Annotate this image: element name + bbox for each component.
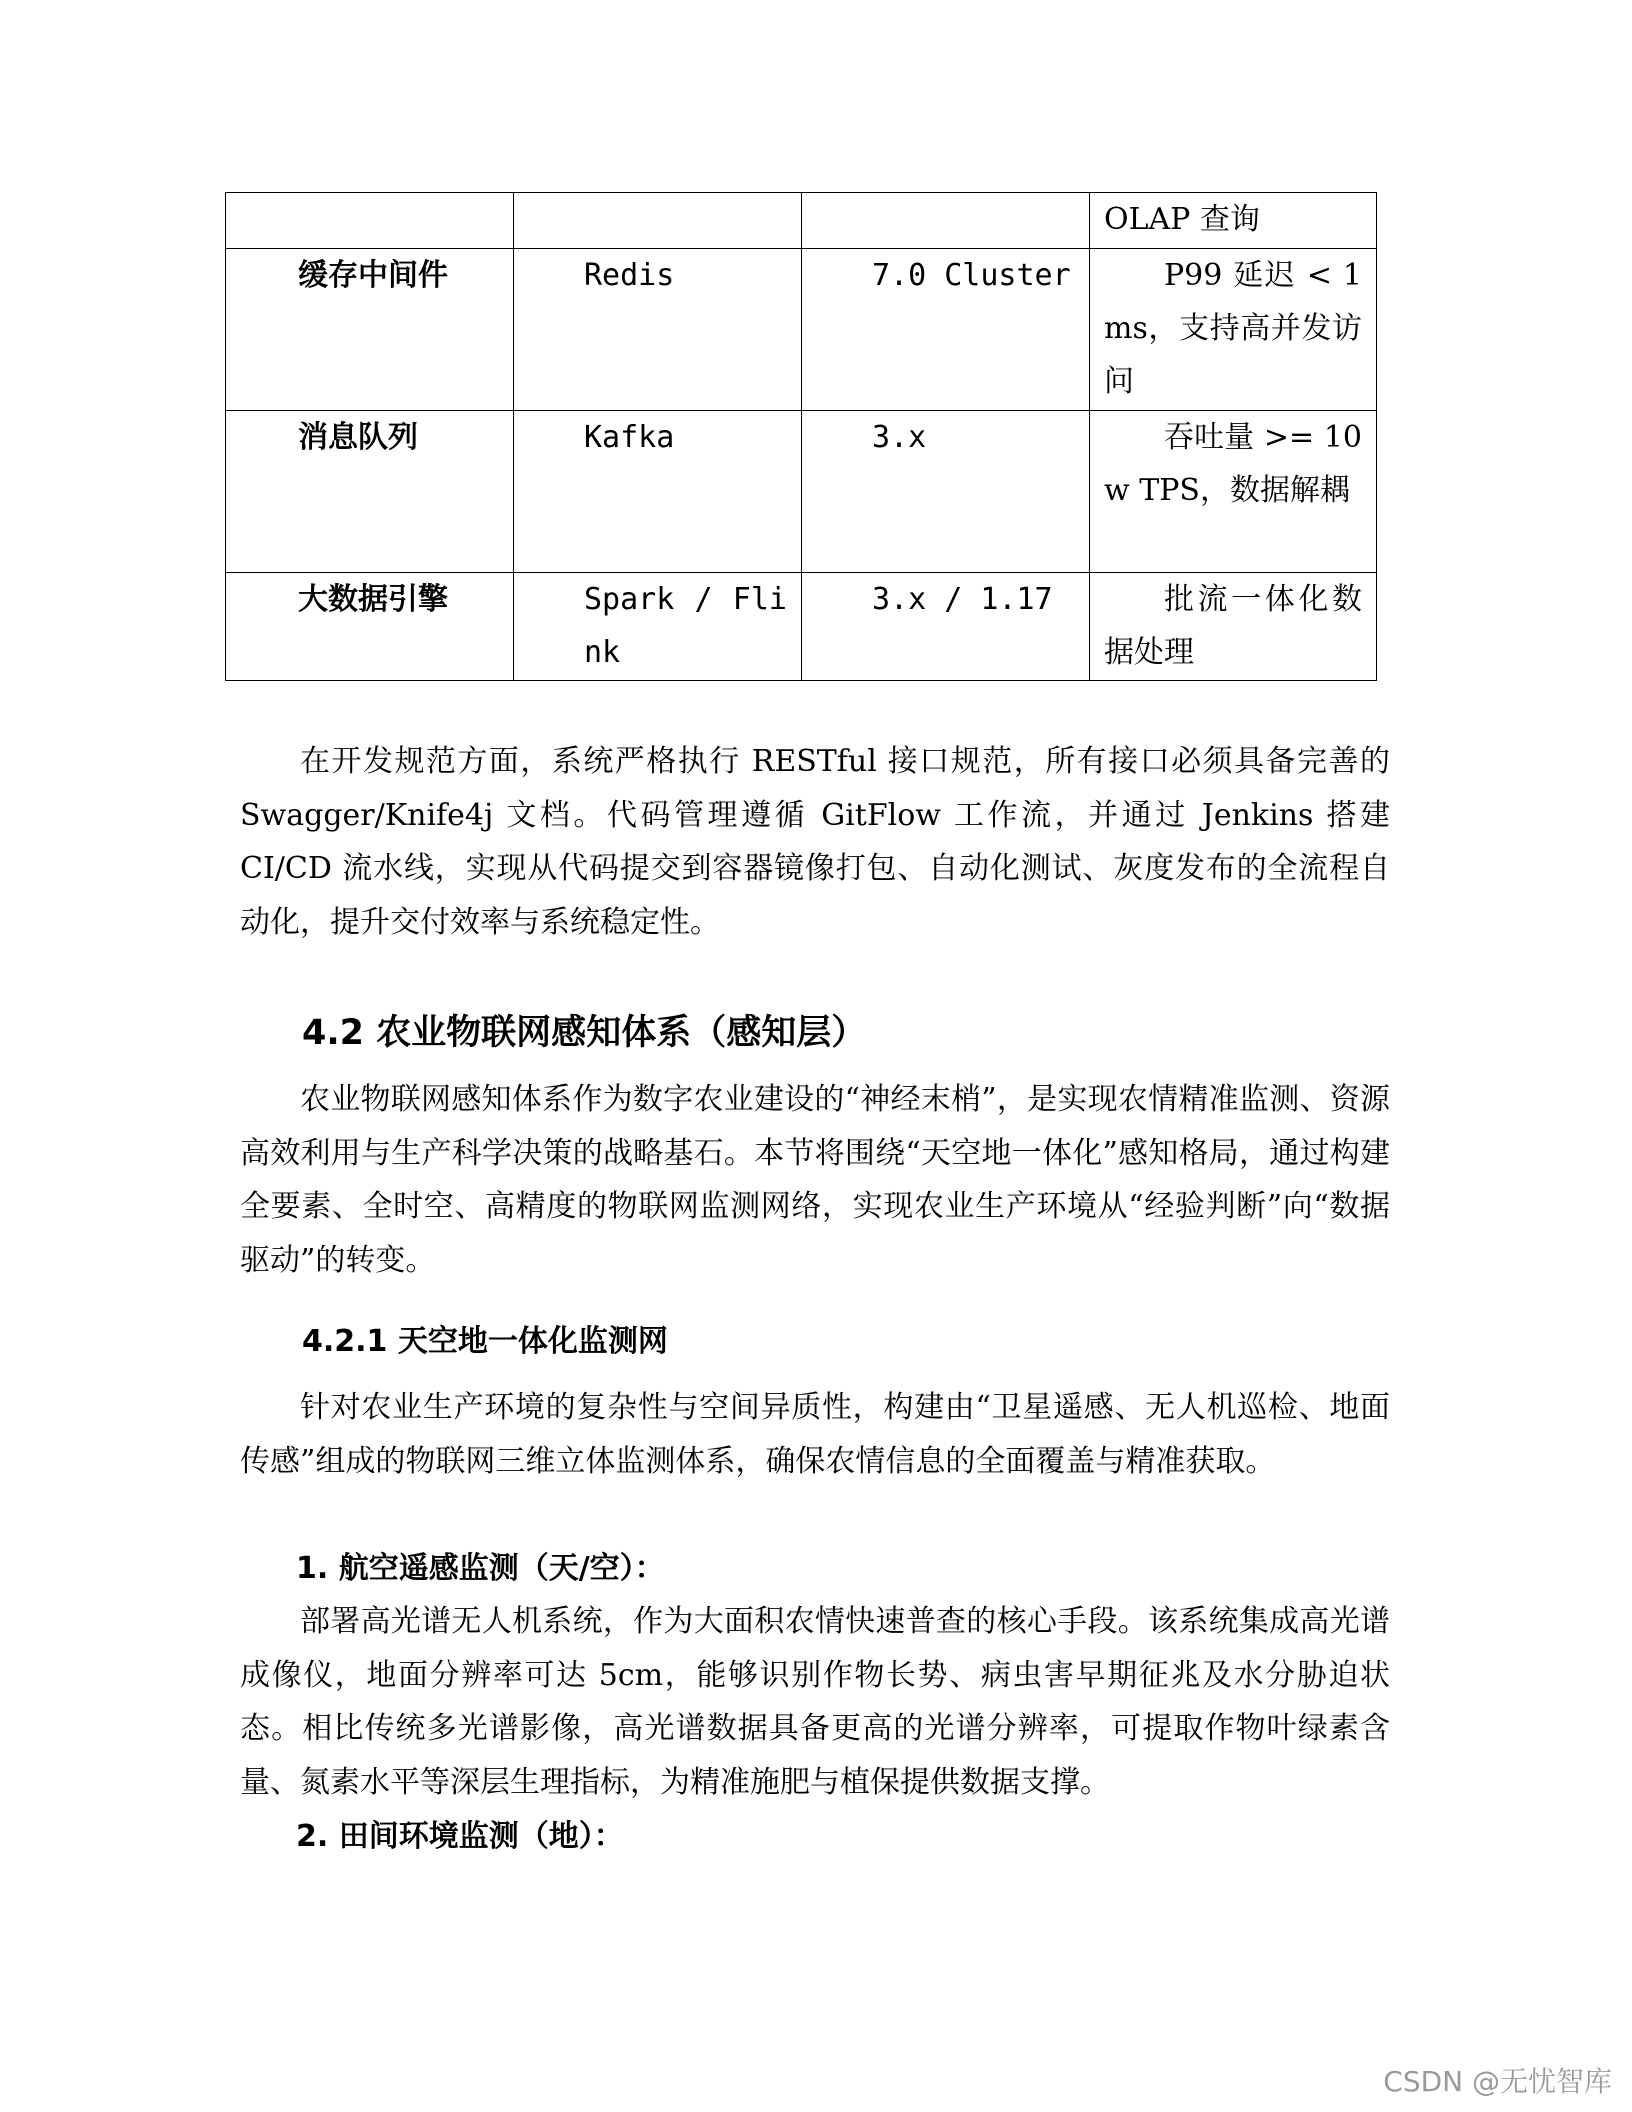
- section-heading-4-2: 4.2 农业物联网感知体系（感知层）: [302, 1013, 867, 1053]
- list-item-title-field: 2. 田间环境监测（地）：: [296, 1819, 624, 1854]
- table-cell-tech: [514, 193, 802, 249]
- table-cell-category: 大数据引擎: [226, 573, 514, 681]
- table-cell-desc: OLAP 查询: [1090, 193, 1377, 249]
- table-cell-version: [802, 193, 1090, 249]
- list-item-body-aerial: 部署高光谱无人机系统，作为大面积农情快速普查的核心手段。该系统集成高光谱成像仪，地面分辨率可达 5cm，能够识别作物长势、病虫害早期征兆及水分胁迫状态。相比传统多光谱影像，高光谱数据具备更高的光谱分辨率，可提取作物叶绿素含量、氮素水平等深层生理指标，为精准施肥与植保提供数据支撑。: [240, 1604, 1390, 1800]
- table-cell-desc: P99 延迟 < 1ms，支持高并发访问: [1090, 249, 1377, 411]
- table-cell-version: 7.0 Cluster: [802, 249, 1090, 411]
- table-row: [226, 193, 1377, 249]
- table-cell-tech: Kafka: [514, 411, 802, 573]
- table-row: [226, 249, 1377, 411]
- section-heading-4-2-1: 4.2.1 天空地一体化监测网: [302, 1324, 668, 1359]
- dev-standards-paragraph: 在开发规范方面，系统严格执行 RESTful 接口规范，所有接口必须具备完善的 Swagger/Knife4j 文档。代码管理遵循 GitFlow 工作流，并通过 Jenkins 搭建 CI/CD 流水线，实现从代码提交到容器镜像打包、自动化测试、灰度发布的全流程自动化，提升交付效率与系统稳定性。: [240, 744, 1390, 940]
- table-row: [226, 573, 1377, 681]
- watermark: CSDN @无忧智库: [1383, 2065, 1612, 2098]
- table-cell-category: [226, 193, 514, 249]
- section-4-2-1-intro: 针对农业生产环境的复杂性与空间异质性，构建由“卫星遥感、无人机巡检、地面传感”组成的物联网三维立体监测体系，确保农情信息的全面覆盖与精准获取。: [240, 1390, 1390, 1479]
- table-cell-tech: Spark / Flink: [514, 573, 802, 681]
- table-cell-category: 消息队列: [226, 411, 514, 573]
- list-item-title-aerial: 1. 航空遥感监测（天/空）：: [296, 1551, 665, 1586]
- table-cell-desc: 批流一体化数据处理: [1090, 573, 1377, 681]
- table-cell-version: 3.x: [802, 411, 1090, 573]
- table-cell-desc: 吞吐量 >= 10w TPS，数据解耦: [1090, 411, 1377, 573]
- section-4-2-intro: 农业物联网感知体系作为数字农业建设的“神经末梢”，是实现农情精准监测、资源高效利用与生产科学决策的战略基石。本节将围绕“天空地一体化”感知格局，通过构建全要素、全时空、高精度的物联网监测网络，实现农业生产环境从“经验判断”向“数据驱动”的转变。: [240, 1082, 1390, 1278]
- table-row: [226, 411, 1377, 573]
- tech-stack-table: [225, 192, 1377, 681]
- table-cell-category: 缓存中间件: [226, 249, 514, 411]
- table-cell-version: 3.x / 1.17: [802, 573, 1090, 681]
- table-cell-tech: Redis: [514, 249, 802, 411]
